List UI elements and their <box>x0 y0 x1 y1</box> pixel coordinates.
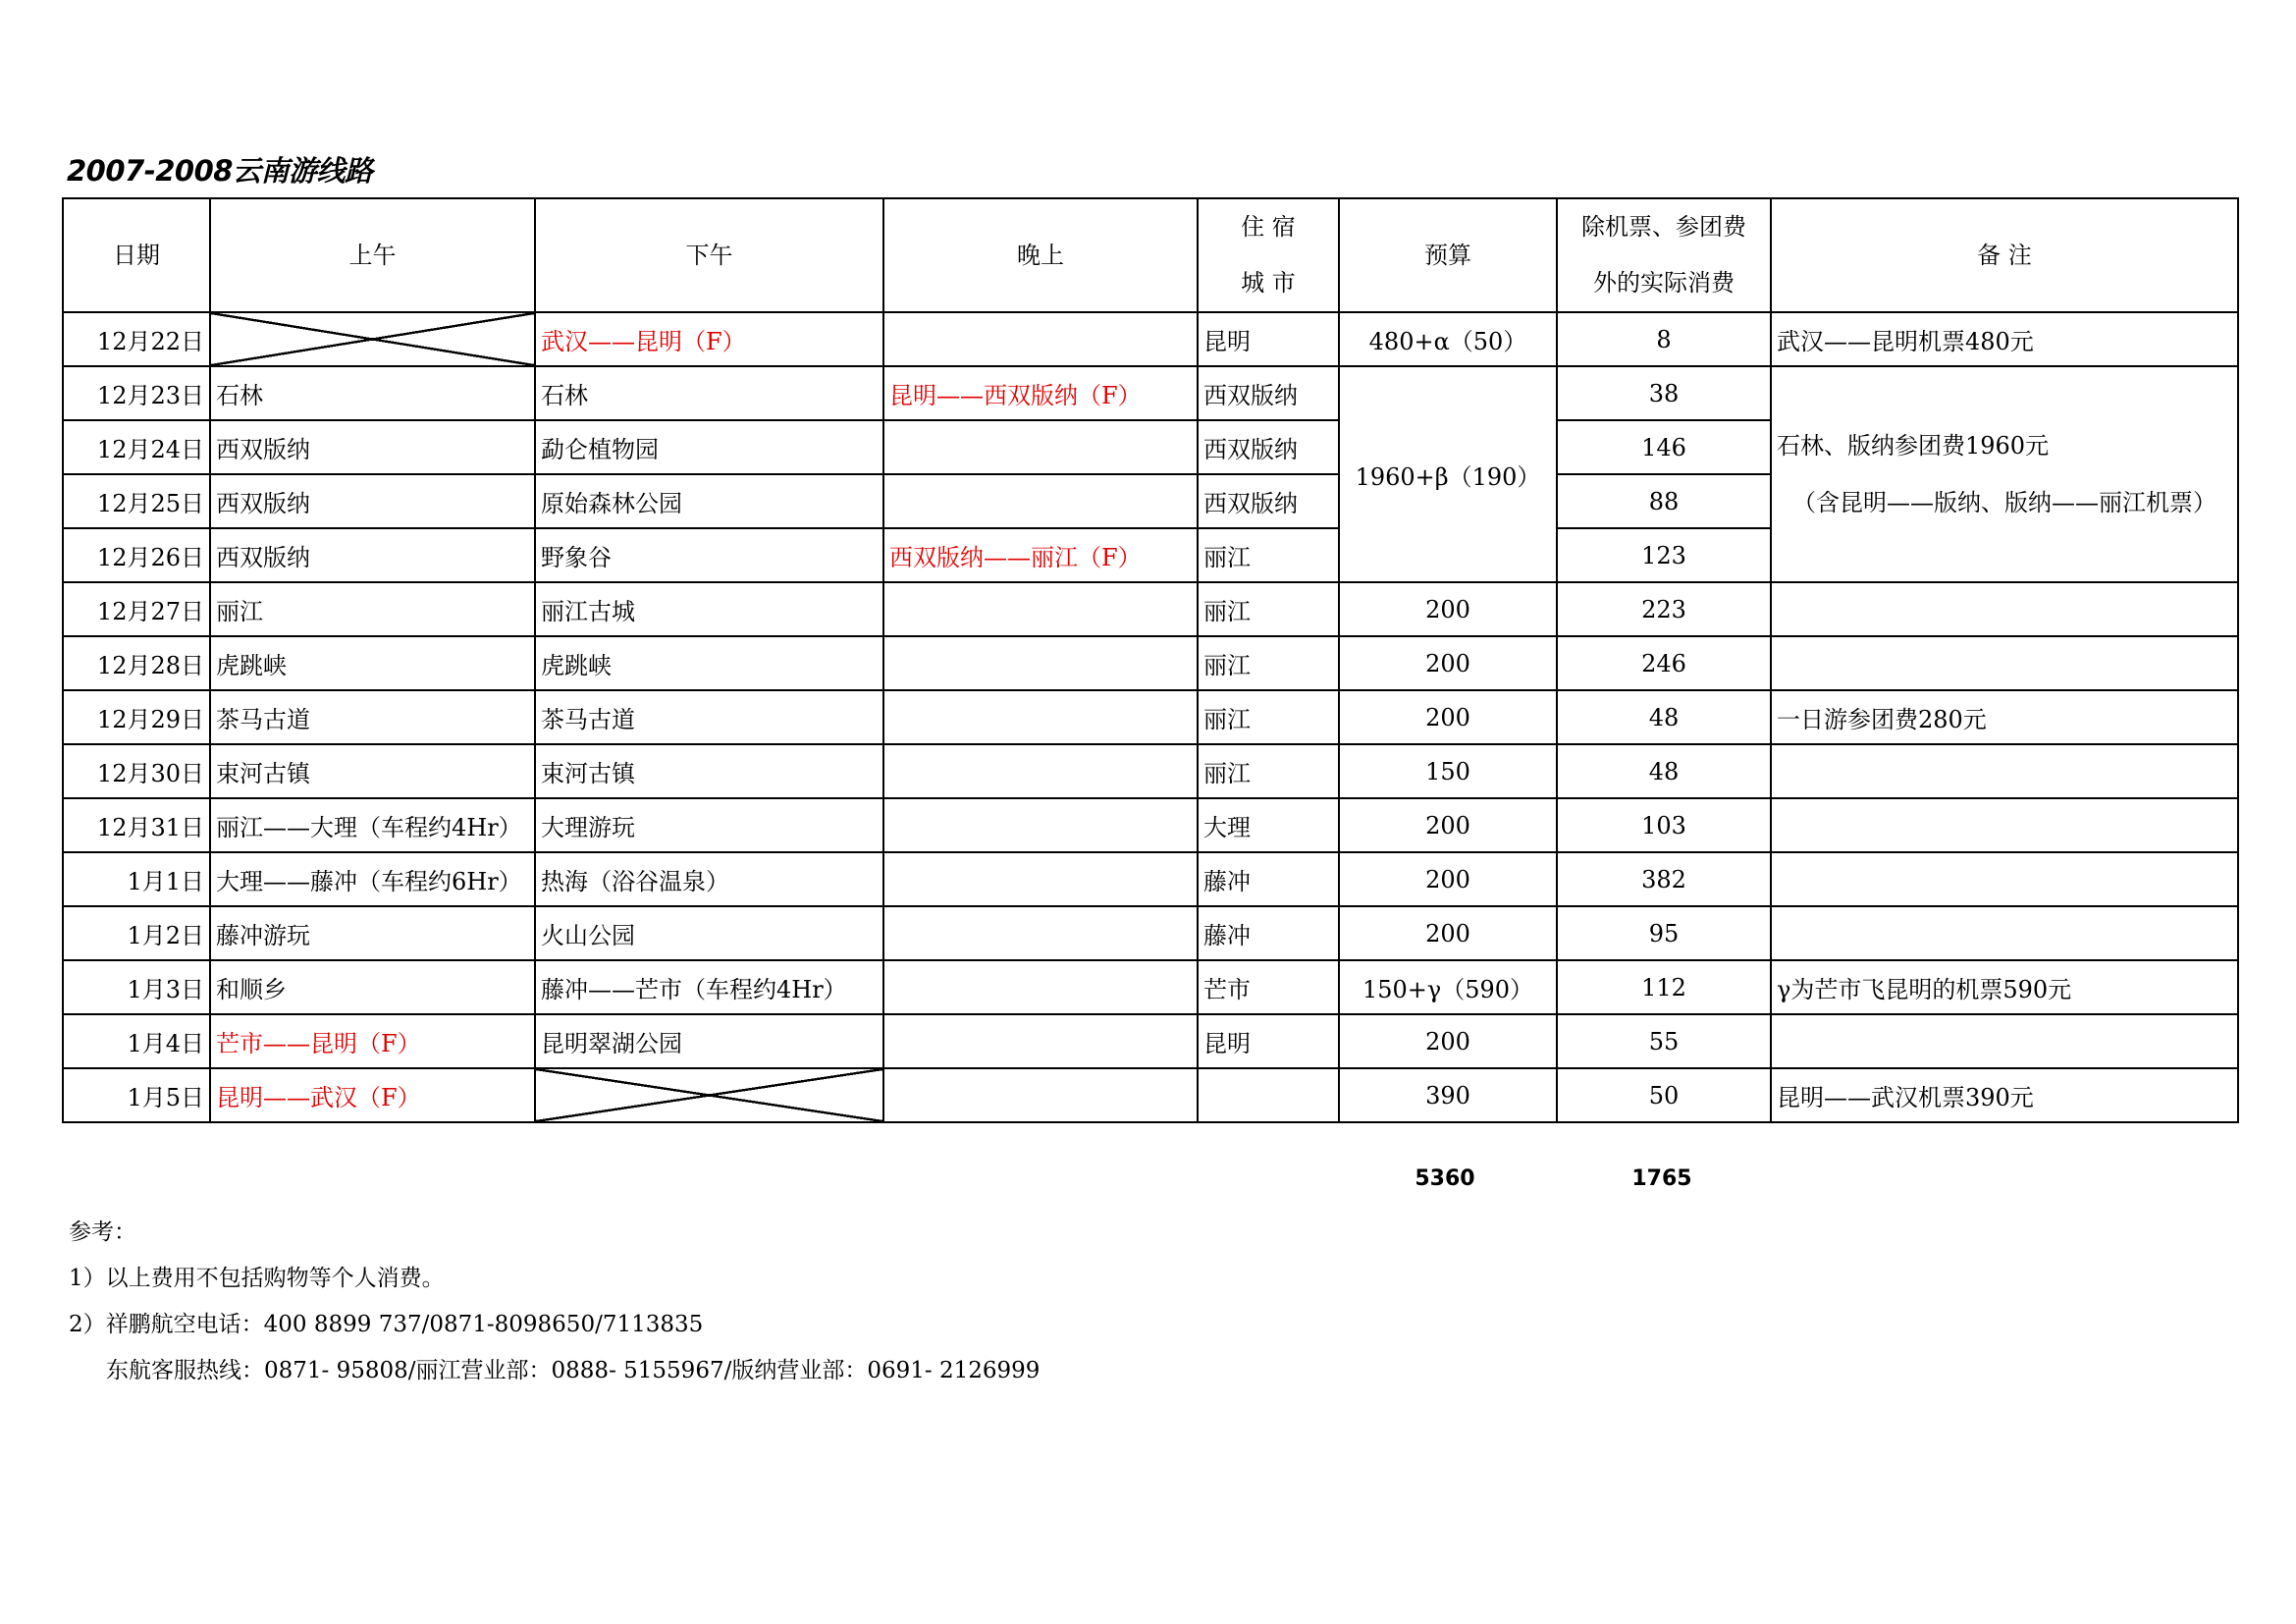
table-row <box>63 960 2238 1014</box>
cell-actual: 38 <box>1557 366 1771 420</box>
cell-note <box>1771 744 2238 798</box>
cell-evening-flight: 昆明——西双版纳（F） <box>883 366 1198 420</box>
cell-morning: 和顺乡 <box>210 960 535 1014</box>
cell-city: 丽江 <box>1198 744 1339 798</box>
cell-morning: 茶马古道 <box>210 690 535 744</box>
cell-morning-flight: 芒市——昆明（F） <box>210 1014 535 1068</box>
cell-actual: 382 <box>1557 852 1771 906</box>
cell-afternoon: 原始森林公园 <box>535 474 883 528</box>
cell-note-merged <box>1771 366 2238 582</box>
cell-note <box>1771 852 2238 906</box>
cell-date: 12月28日 <box>63 636 210 690</box>
cell-evening <box>883 582 1198 636</box>
cell-date: 12月31日 <box>63 798 210 852</box>
cell-evening <box>883 474 1198 528</box>
header-city-line2: 城 市 <box>1241 269 1296 297</box>
cell-note: γ为芒市飞昆明的机票590元 <box>1771 960 2238 1014</box>
cell-evening <box>883 690 1198 744</box>
table-row <box>63 852 2238 906</box>
cell-date: 12月30日 <box>63 744 210 798</box>
cell-afternoon: 藤冲——芒市（车程约4Hr） <box>535 960 883 1014</box>
cell-note: 武汉——昆明机票480元 <box>1771 312 2238 366</box>
cell-city: 西双版纳 <box>1198 366 1339 420</box>
cell-city: 丽江 <box>1198 690 1339 744</box>
cell-date: 1月1日 <box>63 852 210 906</box>
cell-actual: 95 <box>1557 906 1771 960</box>
cell-date: 1月3日 <box>63 960 210 1014</box>
cell-afternoon: 火山公园 <box>535 906 883 960</box>
cell-actual: 112 <box>1557 960 1771 1014</box>
cell-afternoon-crossed <box>535 1068 883 1122</box>
cell-afternoon: 茶马古道 <box>535 690 883 744</box>
cell-city: 藤冲 <box>1198 852 1339 906</box>
cell-evening <box>883 1014 1198 1068</box>
cell-actual: 48 <box>1557 690 1771 744</box>
cell-date: 1月4日 <box>63 1014 210 1068</box>
itinerary-table <box>62 197 2239 1123</box>
cell-evening-flight: 西双版纳——丽江（F） <box>883 528 1198 582</box>
table-row <box>63 366 2238 420</box>
header-morning: 上午 <box>210 198 535 312</box>
header-city <box>1198 198 1339 312</box>
cell-budget: 480+α（50） <box>1339 312 1557 366</box>
note-line-1: 1）以上费用不包括购物等个人消费。 <box>69 1266 445 1291</box>
cell-actual: 146 <box>1557 420 1771 474</box>
cell-actual: 88 <box>1557 474 1771 528</box>
table-row <box>63 744 2238 798</box>
merged-note-line2: （含昆明——版纳、版纳——丽江机票） <box>1792 489 2216 516</box>
table-row <box>63 906 2238 960</box>
cell-morning: 丽江 <box>210 582 535 636</box>
cell-afternoon-flight: 武汉——昆明（F） <box>535 312 883 366</box>
cell-note: 一日游参团费280元 <box>1771 690 2238 744</box>
cell-morning: 虎跳峡 <box>210 636 535 690</box>
cell-date: 12月27日 <box>63 582 210 636</box>
cell-evening <box>883 1068 1198 1122</box>
cell-budget: 200 <box>1339 798 1557 852</box>
cell-evening <box>883 636 1198 690</box>
cell-note <box>1771 798 2238 852</box>
cell-city: 昆明 <box>1198 312 1339 366</box>
cell-date: 12月23日 <box>63 366 210 420</box>
cell-budget: 150+γ（590） <box>1339 960 1557 1014</box>
cell-budget: 200 <box>1339 852 1557 906</box>
cell-evening <box>883 312 1198 366</box>
cell-date: 12月24日 <box>63 420 210 474</box>
cell-morning-flight: 昆明——武汉（F） <box>210 1068 535 1122</box>
cell-morning: 西双版纳 <box>210 474 535 528</box>
cell-date: 12月26日 <box>63 528 210 582</box>
cell-note <box>1771 906 2238 960</box>
cell-morning: 西双版纳 <box>210 528 535 582</box>
cell-date: 1月5日 <box>63 1068 210 1122</box>
budget-total: 5360 <box>1415 1166 1475 1191</box>
header-afternoon: 下午 <box>535 198 883 312</box>
cell-budget: 200 <box>1339 1014 1557 1068</box>
cell-city: 丽江 <box>1198 582 1339 636</box>
cell-date: 12月22日 <box>63 312 210 366</box>
cell-date: 12月29日 <box>63 690 210 744</box>
cell-actual: 223 <box>1557 582 1771 636</box>
cell-afternoon: 束河古镇 <box>535 744 883 798</box>
cell-actual: 55 <box>1557 1014 1771 1068</box>
cell-afternoon: 热海（浴谷温泉） <box>535 852 883 906</box>
actual-total: 1765 <box>1631 1166 1692 1191</box>
note-line-3: 东航客服热线：0871- 95808/丽江营业部：0888- 5155967/版纳营业部：0691- 2126999 <box>106 1358 1041 1383</box>
cell-city: 丽江 <box>1198 528 1339 582</box>
cell-evening <box>883 906 1198 960</box>
cell-morning: 西双版纳 <box>210 420 535 474</box>
cell-budget: 200 <box>1339 906 1557 960</box>
header-date: 日期 <box>63 198 210 312</box>
cell-evening <box>883 798 1198 852</box>
cell-city: 昆明 <box>1198 1014 1339 1068</box>
cell-morning-crossed <box>210 312 535 366</box>
cell-city: 藤冲 <box>1198 906 1339 960</box>
cell-actual: 123 <box>1557 528 1771 582</box>
header-notes: 备 注 <box>1771 198 2238 312</box>
cell-date: 1月2日 <box>63 906 210 960</box>
header-actual-line1: 除机票、参团费 <box>1581 213 1746 241</box>
cell-actual: 103 <box>1557 798 1771 852</box>
table-row <box>63 636 2238 690</box>
reference-notes <box>69 1210 1040 1394</box>
cell-afternoon: 石林 <box>535 366 883 420</box>
cell-evening <box>883 420 1198 474</box>
cell-actual: 48 <box>1557 744 1771 798</box>
table-row <box>63 690 2238 744</box>
cell-budget-merged: 1960+β（190） <box>1339 366 1557 582</box>
table-row <box>63 312 2238 366</box>
table-row <box>63 1068 2238 1122</box>
header-evening: 晚上 <box>883 198 1198 312</box>
cell-city <box>1198 1068 1339 1122</box>
page-title: 2007-2008云南游线路 <box>67 154 373 188</box>
cell-morning: 大理——藤冲（车程约6Hr） <box>210 852 535 906</box>
cell-city: 西双版纳 <box>1198 474 1339 528</box>
header-city-line1: 住 宿 <box>1241 213 1296 241</box>
table-row <box>63 798 2238 852</box>
note-line-2: 2）祥鹏航空电话：400 8899 737/0871-8098650/7113835 <box>69 1312 704 1337</box>
cell-evening <box>883 744 1198 798</box>
cell-budget: 150 <box>1339 744 1557 798</box>
cell-afternoon: 大理游玩 <box>535 798 883 852</box>
cell-city: 大理 <box>1198 798 1339 852</box>
cell-afternoon: 虎跳峡 <box>535 636 883 690</box>
cell-morning: 石林 <box>210 366 535 420</box>
cell-actual: 50 <box>1557 1068 1771 1122</box>
cell-actual: 8 <box>1557 312 1771 366</box>
cell-evening <box>883 960 1198 1014</box>
cell-budget: 200 <box>1339 636 1557 690</box>
cell-morning: 丽江——大理（车程约4Hr） <box>210 798 535 852</box>
header-row <box>63 198 2238 312</box>
cell-city: 西双版纳 <box>1198 420 1339 474</box>
header-actual-line2: 外的实际消费 <box>1593 269 1735 297</box>
cell-note <box>1771 1014 2238 1068</box>
cell-note <box>1771 582 2238 636</box>
cell-budget: 200 <box>1339 690 1557 744</box>
cell-note <box>1771 636 2238 690</box>
cell-morning: 束河古镇 <box>210 744 535 798</box>
cell-city: 丽江 <box>1198 636 1339 690</box>
cell-city: 芒市 <box>1198 960 1339 1014</box>
merged-note-line1: 石林、版纳参团费1960元 <box>1777 432 2050 460</box>
cell-morning: 藤冲游玩 <box>210 906 535 960</box>
cell-afternoon: 勐仑植物园 <box>535 420 883 474</box>
cell-afternoon: 野象谷 <box>535 528 883 582</box>
cell-date: 12月25日 <box>63 474 210 528</box>
cell-budget: 200 <box>1339 582 1557 636</box>
cell-budget: 390 <box>1339 1068 1557 1122</box>
table-row <box>63 1014 2238 1068</box>
table-row <box>63 582 2238 636</box>
header-budget: 预算 <box>1339 198 1557 312</box>
notes-heading: 参考： <box>69 1219 136 1245</box>
cell-actual: 246 <box>1557 636 1771 690</box>
cell-afternoon: 昆明翠湖公园 <box>535 1014 883 1068</box>
header-actual <box>1557 198 1771 312</box>
cell-evening <box>883 852 1198 906</box>
cell-afternoon: 丽江古城 <box>535 582 883 636</box>
cell-note: 昆明——武汉机票390元 <box>1771 1068 2238 1122</box>
